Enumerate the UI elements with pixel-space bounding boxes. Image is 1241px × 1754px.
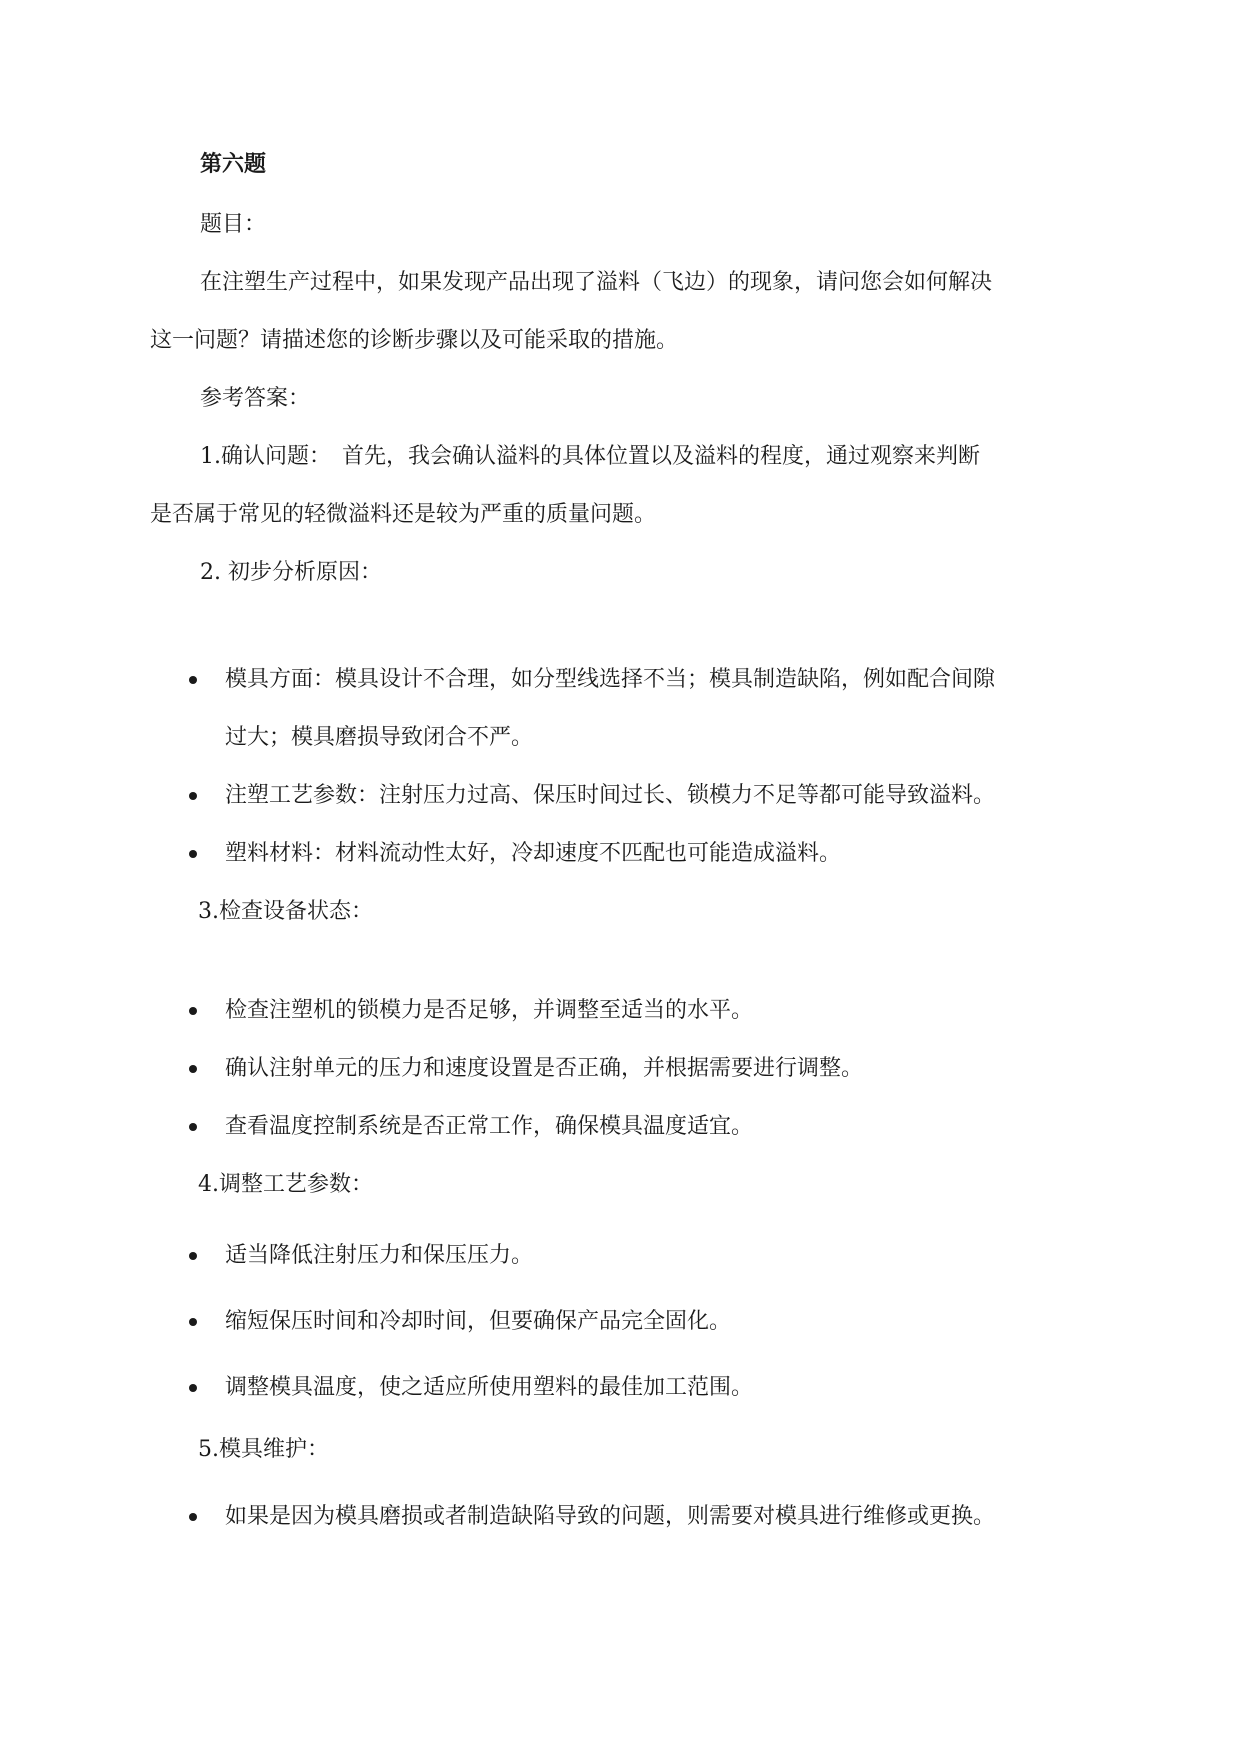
list-item: 适当降低注射压力和保压压力。 <box>225 1243 534 1268</box>
bullet-dot <box>189 1384 197 1392</box>
list-item: 注塑工艺参数：注射压力过高、保压时间过长、锁模力不足等都可能导致溢料。 <box>225 783 996 808</box>
page-title: 第六题 <box>200 152 267 177</box>
list-item: 如果是因为模具磨损或者制造缺陷导致的问题，则需要对模具进行维修或更换。 <box>225 1504 996 1529</box>
bullet-dot <box>189 1123 197 1131</box>
list-item: 缩短保压时间和冷却时间，但要确保产品完全固化。 <box>225 1309 732 1334</box>
list-item: 塑料材料：材料流动性太好，冷却速度不匹配也可能造成溢料。 <box>225 841 842 866</box>
step1-text: 1.确认问题： 首先，我会确认溢料的具体位置以及溢料的程度，通过观察来判断 <box>200 444 980 469</box>
step1-text: 是否属于常见的轻微溢料还是较为严重的质量问题。 <box>150 502 657 527</box>
bullet-dot <box>189 676 197 684</box>
list-item-continuation: 过大；模具磨损导致闭合不严。 <box>225 725 534 750</box>
question-label: 题目： <box>200 212 267 237</box>
step4-heading: 4.调整工艺参数： <box>198 1172 373 1197</box>
step5-heading: 5.模具维护： <box>198 1437 329 1462</box>
list-item: 确认注射单元的压力和速度设置是否正确，并根据需要进行调整。 <box>225 1056 864 1081</box>
step2-heading: 2. 初步分析原因： <box>200 560 382 585</box>
bullet-dot <box>189 1007 197 1015</box>
bullet-dot <box>189 1252 197 1260</box>
list-item: 查看温度控制系统是否正常工作，确保模具温度适宜。 <box>225 1114 754 1139</box>
bullet-dot <box>189 850 197 858</box>
bullet-dot <box>189 792 197 800</box>
step3-heading: 3.检查设备状态： <box>198 899 373 924</box>
bullet-dot <box>189 1513 197 1521</box>
list-item: 模具方面：模具设计不合理，如分型线选择不当；模具制造缺陷，例如配合间隙 <box>225 667 996 692</box>
bullet-dot <box>189 1318 197 1326</box>
question-line: 在注塑生产过程中，如果发现产品出现了溢料（飞边）的现象，请问您会如何解决 <box>200 270 993 295</box>
question-line: 这一问题？请描述您的诊断步骤以及可能采取的措施。 <box>150 328 679 353</box>
list-item: 检查注塑机的锁模力是否足够，并调整至适当的水平。 <box>225 998 754 1023</box>
bullet-dot <box>189 1065 197 1073</box>
list-item: 调整模具温度，使之适应所使用塑料的最佳加工范围。 <box>225 1375 754 1400</box>
answer-label: 参考答案： <box>200 386 311 411</box>
